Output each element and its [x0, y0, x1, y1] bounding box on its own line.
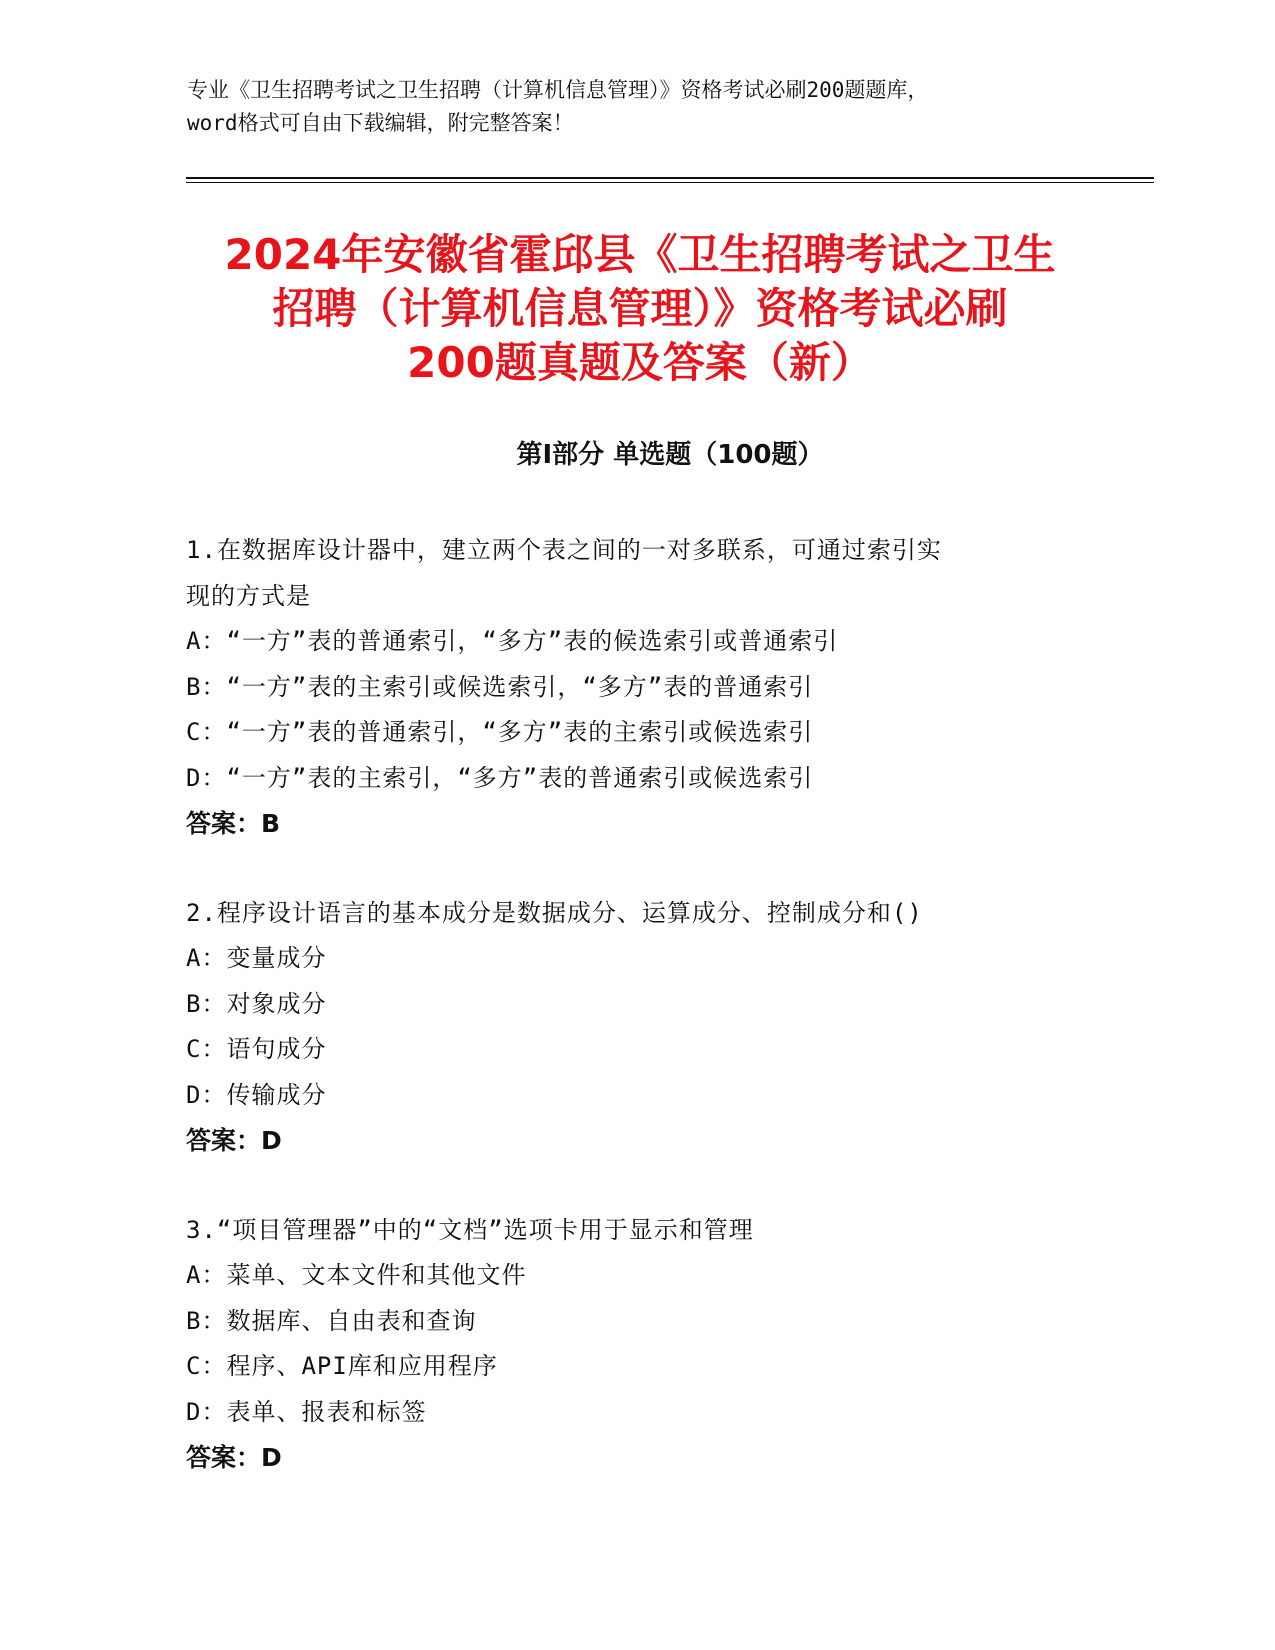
title-line-3: 200题真题及答案（新）: [407, 338, 873, 387]
question-1: [186, 528, 1086, 847]
header-note: [187, 74, 1087, 140]
section-heading: 第I部分 单选题（100题）: [516, 440, 824, 470]
header-note-line-1: 专业《卫生招聘考试之卫生招聘（计算机信息管理）》资格考试必刷200题题库，: [187, 78, 929, 102]
header-divider-thin: [186, 182, 1154, 183]
option-a: A：变量成分: [186, 944, 327, 972]
question-list: [186, 528, 1086, 1525]
option-a: A：菜单、文本文件和其他文件: [186, 1261, 527, 1289]
option-c: C：“一方”表的普通索引，“多方”表的主索引或候选索引: [186, 718, 814, 746]
option-d: D：表单、报表和标签: [186, 1397, 427, 1426]
header-note-line-2: word格式可自由下载编辑，附完整答案！: [187, 111, 574, 135]
question-stem-line: 2.程序设计语言的基本成分是数据成分、运算成分、控制成分和(): [186, 898, 923, 927]
title-line-1: 2024年安徽省霍邱县《卫生招聘考试之卫生: [224, 230, 1056, 279]
title-line-2: 招聘（计算机信息管理）》资格考试必刷: [272, 284, 1008, 333]
question-3: [186, 1208, 1086, 1481]
option-b: B：对象成分: [186, 989, 327, 1018]
option-b: B：“一方”表的主索引或候选索引，“多方”表的普通索引: [186, 672, 814, 701]
answer-line: 答案：D: [186, 1126, 282, 1155]
question-2: [186, 891, 1086, 1164]
option-c: C：程序、API库和应用程序: [186, 1352, 498, 1380]
option-b: B：数据库、自由表和查询: [186, 1306, 477, 1335]
question-stem-line: 现的方式是: [186, 581, 311, 610]
question-stem-line: 3.“项目管理器”中的“文档”选项卡用于显示和管理: [186, 1215, 754, 1244]
header-divider-thick: [186, 177, 1154, 179]
option-c: C：语句成分: [186, 1035, 327, 1063]
answer-line: 答案：B: [186, 809, 281, 838]
answer-line: 答案：D: [186, 1443, 282, 1472]
option-d: D：传输成分: [186, 1080, 327, 1109]
question-stem-line: 1.在数据库设计器中，建立两个表之间的一对多联系，可通过索引实: [186, 536, 942, 564]
option-a: A：“一方”表的普通索引，“多方”表的候选索引或普通索引: [186, 627, 839, 655]
document-title: [160, 228, 1120, 390]
option-d: D：“一方”表的主索引，“多方”表的普通索引或候选索引: [186, 763, 814, 792]
